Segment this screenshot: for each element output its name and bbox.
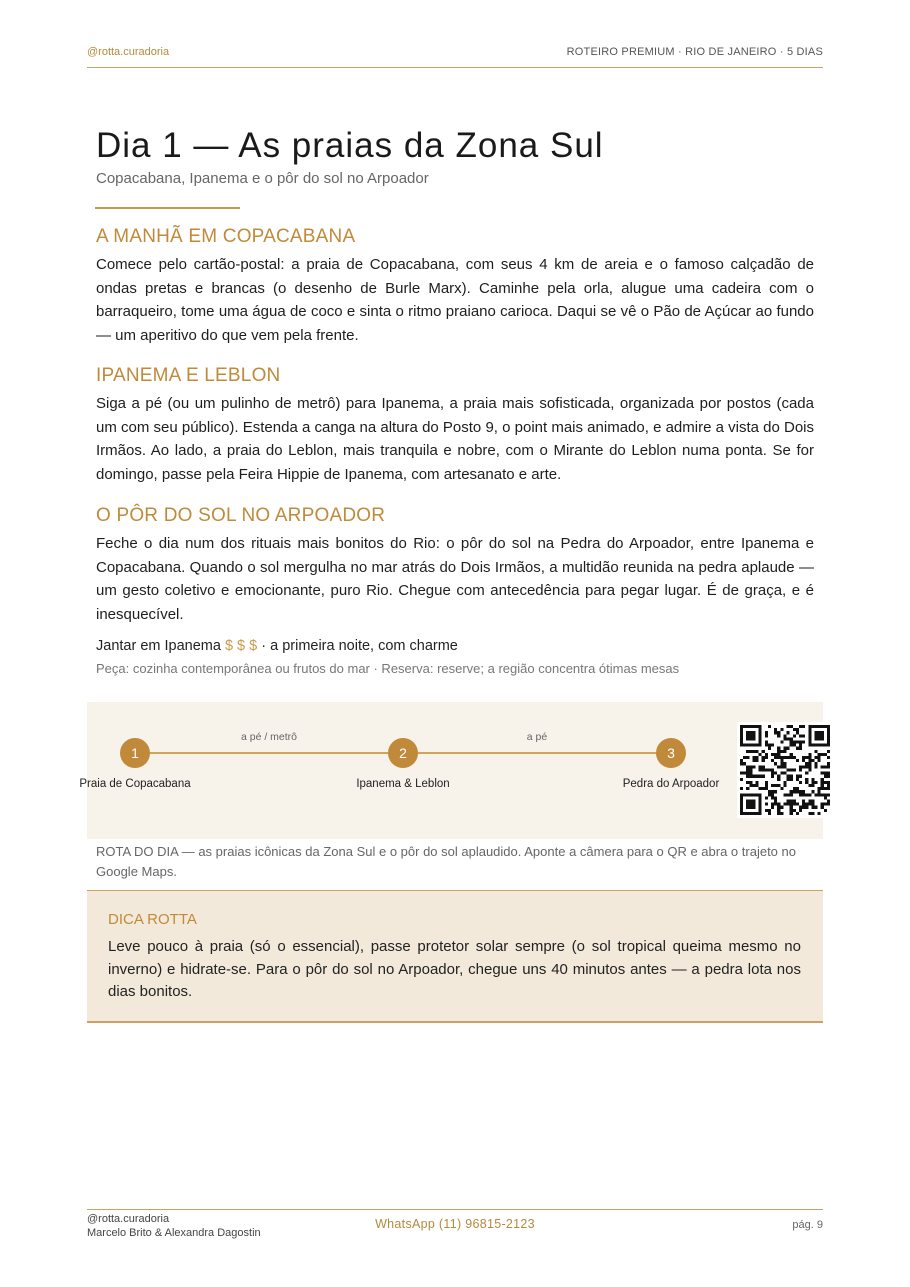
route-stop-label-2: Ipanema & Leblon bbox=[356, 778, 450, 790]
route-stop-label-1: Praia de Copacabana bbox=[79, 778, 191, 790]
footer-page-number: pág. 9 bbox=[792, 1219, 823, 1231]
qr-code-icon[interactable] bbox=[737, 722, 833, 818]
dinner-note: Peça: cozinha contemporânea ou frutos do mar · Reserva: reserve; a região concentra ótimas mesas bbox=[96, 661, 680, 676]
section-heading-ipanema: IPANEMA E LEBLON bbox=[96, 365, 281, 386]
page-subtitle: Copacabana, Ipanema e o pôr do sol no Arpoador bbox=[96, 170, 429, 187]
route-stop-marker-1: 1 bbox=[120, 738, 150, 768]
qr-code-graphic bbox=[740, 725, 830, 815]
dinner-description: · a primeira noite, com charme bbox=[261, 638, 458, 654]
footer-brand: @rotta.curadoria bbox=[87, 1213, 170, 1225]
route-stop-marker-3: 3 bbox=[656, 738, 686, 768]
route-leg-label-2: a pé bbox=[526, 731, 548, 743]
header-brand: @rotta.curadoria bbox=[87, 46, 170, 58]
route-leg-line-1 bbox=[135, 752, 403, 754]
section-body-ipanema: Siga a pé (ou um pulinho de metrô) para Ipanema, a praia mais sofisticada, organizada por postos (cada um com seu público). Estenda a canga na altura do Posto 9, o point mais animado, e admire a vista do Dois Irmãos. Ao lado, a praia do Leblon, mais tranquila e nobre, com o Mirante do Leblon numa ponta. Se for domingo, passe pela Feira Hippie de Ipanema, com artesanato e arte. bbox=[96, 395, 814, 484]
route-map bbox=[79, 702, 823, 839]
footer-whatsapp-link[interactable]: WhatsApp (11) 96815-2123 bbox=[375, 1217, 535, 1231]
section-body-copacabana: Comece pelo cartão-postal: a praia de Copacabana, com seus 4 km de areia e o famoso calçadão de ondas pretas e brancas (o desenho de Burle Marx). Caminhe pela orla, alugue uma cadeira com o barraqueiro, tome uma água de coco e sinta o ritmo praiano carioca. Daqui se vê o Pão de Açúcar ao fundo — um aperitivo do que vem pela frente. bbox=[96, 256, 814, 345]
page-footer bbox=[87, 1209, 823, 1249]
route-caption: ROTA DO DIA — as praias icônicas da Zona Sul e o pôr do sol aplaudido. Aponte a câmera para o QR e abra o trajeto no Google Maps. bbox=[96, 844, 796, 879]
route-stop-label-3: Pedra do Arpoador bbox=[622, 778, 720, 790]
section-heading-copacabana: A MANHÃ EM COPACABANA bbox=[96, 226, 356, 247]
header-doc-title: ROTEIRO PREMIUM · RIO DE JANEIRO · 5 DIAS bbox=[566, 46, 823, 58]
dinner-label: Jantar em Ipanema bbox=[96, 638, 221, 654]
title-divider bbox=[95, 207, 240, 209]
section-heading-arpoador: O PÔR DO SOL NO ARPOADOR bbox=[96, 505, 386, 526]
route-stop-marker-2: 2 bbox=[388, 738, 418, 768]
route-leg-line-2 bbox=[403, 752, 671, 754]
tip-box bbox=[87, 890, 823, 1023]
tip-heading: DICA ROTTA bbox=[108, 911, 197, 928]
section-body-arpoador: Feche o dia num dos rituais mais bonitos do Rio: o pôr do sol na Pedra do Arpoador, entre Ipanema e Copacabana. Quando o sol mergulha no mar atrás do Dois Irmãos, a multidão reunida na pedra aplaude — um gesto coletivo e emocionante, puro Rio. Chegue com antecedência para pegar lugar. É de graça, e é inesquecível. bbox=[96, 535, 814, 624]
page-header bbox=[87, 46, 823, 68]
route-leg-label-1: a pé / metrô bbox=[240, 731, 298, 743]
footer-authors: Marcelo Brito & Alexandra Dagostin bbox=[87, 1227, 261, 1239]
page-title: Dia 1 — As praias da Zona Sul bbox=[96, 126, 604, 165]
tip-body: Leve pouco à praia (só o essencial), passe protetor solar sempre (o sol tropical queima mesmo no inverno) e hidrate-se. Para o pôr do sol no Arpoador, chegue uns 40 minutos antes — a pedra lota nos dias bonitos. bbox=[108, 938, 801, 1000]
dinner-line bbox=[96, 638, 458, 654]
dinner-price: $ $ $ bbox=[224, 638, 258, 654]
